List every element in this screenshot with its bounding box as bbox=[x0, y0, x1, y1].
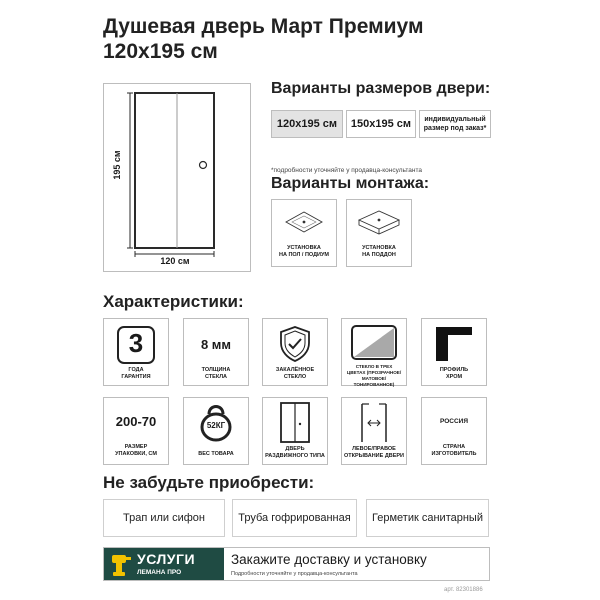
spec-profile: ПРОФИЛЬ ХРОМ bbox=[421, 318, 487, 386]
services-cta: Закажите доставку и установку bbox=[231, 552, 427, 567]
spec-tempered-glass: ЗАКАЛЁННОЕ СТЕКЛО bbox=[262, 318, 328, 386]
spec-opening-direction: ЛЕВОЕ/ПРАВОЕ ОТКРЫВАНИЕ ДВЕРИ bbox=[341, 397, 407, 465]
shield-check-icon bbox=[263, 323, 327, 365]
buy-item-drain[interactable]: Трап или сифон bbox=[103, 499, 225, 537]
services-brand-title: УСЛУГИ bbox=[137, 551, 196, 567]
specs-heading: Характеристики: bbox=[103, 292, 244, 311]
sliding-door-icon bbox=[263, 400, 327, 444]
spec-sliding-door: ДВЕРЬ РАЗДВИЖНОГО ТИПА bbox=[262, 397, 328, 465]
floor-tray-icon bbox=[272, 204, 336, 244]
buy-item-sealant[interactable]: Герметик санитарный bbox=[366, 499, 489, 537]
buy-heading: Не забудьте приобрести: bbox=[103, 473, 315, 492]
height-label: 195 см bbox=[112, 150, 122, 180]
services-banner[interactable] bbox=[103, 547, 490, 581]
title-line-2: 120x195 см bbox=[103, 40, 218, 63]
spec-glass-colors: СТЕКЛО В ТРЕХ ЦВЕТАХ (ПРОЗРАЧНОЕ/ МАТОВОЕ/ТОНИРОВАННОЕ) bbox=[341, 318, 407, 386]
spec-weight: 52КГ ВЕС ТОВАРА bbox=[183, 397, 249, 465]
mount-option-floor[interactable]: УСТАНОВКА НА ПОЛ / ПОДИУМ bbox=[271, 199, 337, 267]
buy-item-corrugated-pipe[interactable]: Труба гофрированная bbox=[232, 499, 357, 537]
glass-pane-icon bbox=[342, 321, 406, 363]
size-option-120x195[interactable]: 120x195 см bbox=[271, 110, 343, 138]
door-outline bbox=[135, 93, 214, 248]
drill-icon bbox=[109, 551, 133, 579]
width-label: 120 см bbox=[160, 256, 190, 266]
mounting-heading: Варианты монтажа: bbox=[271, 175, 430, 192]
article-number: арт. 82301886 bbox=[444, 587, 483, 593]
page-title bbox=[103, 14, 424, 64]
door-direction-icon bbox=[342, 400, 406, 444]
shower-tray-icon bbox=[347, 204, 411, 244]
sizes-footnote: *подробности уточняйте у продавца-консультанта bbox=[271, 167, 423, 174]
spec-warranty: 3 ГОДА ГАРАНТИЯ bbox=[103, 318, 169, 386]
spec-glass-thickness: 8 мм ТОЛЩИНА СТЕКЛА bbox=[183, 318, 249, 386]
services-brand-subtitle: ЛЕМАНА ПРО bbox=[137, 569, 182, 576]
size-option-150x195[interactable]: 150x195 см bbox=[346, 110, 416, 138]
mount-option-tray[interactable]: УСТАНОВКА НА ПОДДОН bbox=[346, 199, 412, 267]
services-brand-block bbox=[104, 548, 224, 580]
services-note: Подробности уточняйте у продавца-консультанта bbox=[231, 571, 358, 577]
door-handle-icon bbox=[200, 162, 207, 169]
title-line-1: Душевая дверь Март Премиум bbox=[103, 15, 424, 38]
profile-corner-icon bbox=[422, 321, 486, 363]
spec-country: РОССИЯ СТРАНА ИЗГОТОВИТЕЛЬ bbox=[421, 397, 487, 465]
spec-package-size: 200-70 РАЗМЕР УПАКОВКИ, СМ bbox=[103, 397, 169, 465]
size-option-custom[interactable]: индивидуальный размер под заказ* bbox=[419, 110, 491, 138]
door-drawing bbox=[103, 83, 251, 272]
sizes-heading: Варианты размеров двери: bbox=[271, 80, 491, 97]
